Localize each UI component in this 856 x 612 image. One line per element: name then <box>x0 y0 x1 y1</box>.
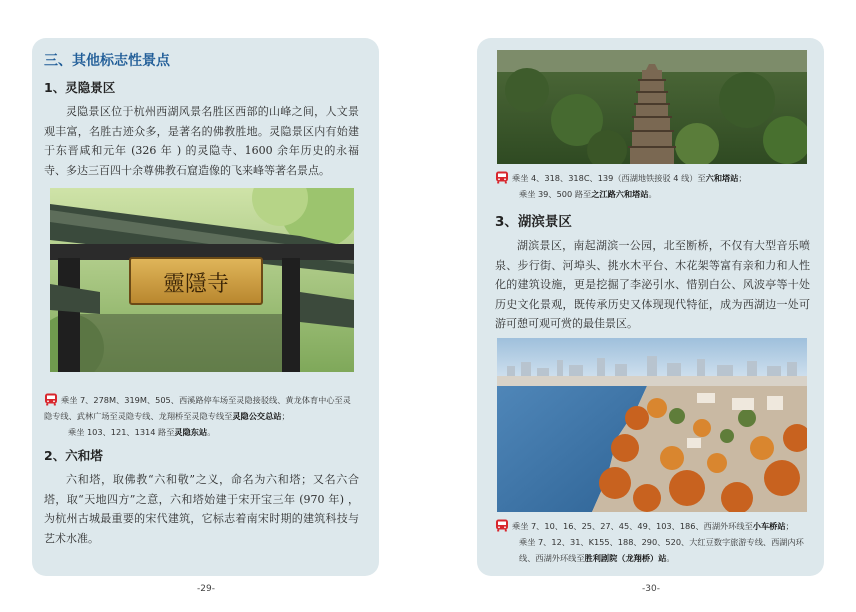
bus-icon <box>44 393 58 406</box>
lingyin-description: 灵隐景区位于杭州西湖风景名胜区西部的山峰之间，人文景观丰富，名胜古迹众多，是著名的佛教胜地。灵隐景区内有始建于东晋咸和元年 (326 年 ) 的灵隐寺、1600 余年历史的永福寺、多达三百四十余尊佛教石窟造像的飞来峰等著名景点。 <box>44 105 359 177</box>
lingyin-title: 1、灵隐景区 <box>44 80 116 95</box>
transit-stop: 灵隐东站 <box>174 427 208 437</box>
transit-punct: 。 <box>207 427 216 437</box>
transit-punct: ； <box>785 520 794 531</box>
hubin-lake-photo <box>497 338 807 512</box>
lingyin-temple-photo <box>50 188 354 372</box>
bus-icon <box>495 171 509 184</box>
hubin-transit-1 <box>495 518 810 534</box>
page-number-left: -29- <box>197 584 215 594</box>
transit-routes: 乘坐 103、121、1314 路至 <box>68 427 175 437</box>
transit-routes: 乘坐 39、500 路至 <box>519 189 592 199</box>
liuhe-pagoda-photo <box>497 50 807 164</box>
transit-stop: 小车桥站 <box>752 520 786 531</box>
liuhe-transit-1 <box>495 170 810 186</box>
transit-punct: ； <box>738 173 747 183</box>
lingyin-transit-2 <box>44 424 359 440</box>
transit-stop: 之江路六和塔站 <box>591 189 649 199</box>
hubin-title: 3、湖滨景区 <box>495 214 572 230</box>
transit-stop: 灵隐公交总站 <box>232 411 282 421</box>
liuhe-transit-2 <box>495 186 810 202</box>
hubin-transit-2 <box>495 534 810 566</box>
bus-icon <box>495 519 509 532</box>
transit-stop: 六和塔站 <box>705 173 739 183</box>
temple-plaque-text: 靈隱寺 <box>162 272 230 297</box>
page-number-right: -30- <box>642 584 660 594</box>
transit-punct: 。 <box>648 189 657 199</box>
transit-punct: ； <box>281 411 290 421</box>
liuhe-title: 2、六和塔 <box>44 448 103 463</box>
transit-routes: 乘坐 7、278M、319M、505、西溪路停车场至灵隐接驳线、黄龙体育中心至灵隐专线、武林广场至灵隐专线、龙翔桥至灵隐专线至 <box>44 395 351 421</box>
right-page <box>477 38 824 576</box>
hubin-description: 湖滨景区，南起湖滨一公园，北至断桥，不仅有大型音乐喷泉、步行街、河埠头、挑水木平台、木花架等富有亲和力和人性化的建筑设施，更是挖掘了李泌引水、惜别白公、风波亭等十处历史文化景观，既传承历史又体现现代特征，成为西湖边一处可游可憩可观可赏的最佳景区。 <box>495 239 810 330</box>
liuhe-description: 六和塔，取佛教“六和敬”之义，命名为六和塔；又名六合塔，取“天地四方”之意，六和塔始建于宋开宝三年 (970 年) ，为杭州古城最重要的宋代建筑，它标志着南宋时期的建筑科技与艺术水准。 <box>44 473 359 545</box>
transit-stop: 胜利剧院（龙翔桥）站 <box>584 552 667 563</box>
transit-routes: 乘坐 4、318、318C、139（西湖地铁接驳 4 线）至 <box>512 173 706 183</box>
left-page <box>32 38 379 576</box>
section-title: 三、其他标志性景点 <box>44 53 170 69</box>
transit-routes: 乘坐 7、12、31、K155、188、290、520、大红豆数字旅游专线、西湖内环线、西湖外环线至 <box>519 536 804 563</box>
transit-punct: 。 <box>666 552 675 563</box>
transit-routes: 乘坐 7、10、16、25、27、45、49、103、186、西湖外环线至 <box>512 520 753 531</box>
lingyin-transit-1 <box>44 392 359 424</box>
